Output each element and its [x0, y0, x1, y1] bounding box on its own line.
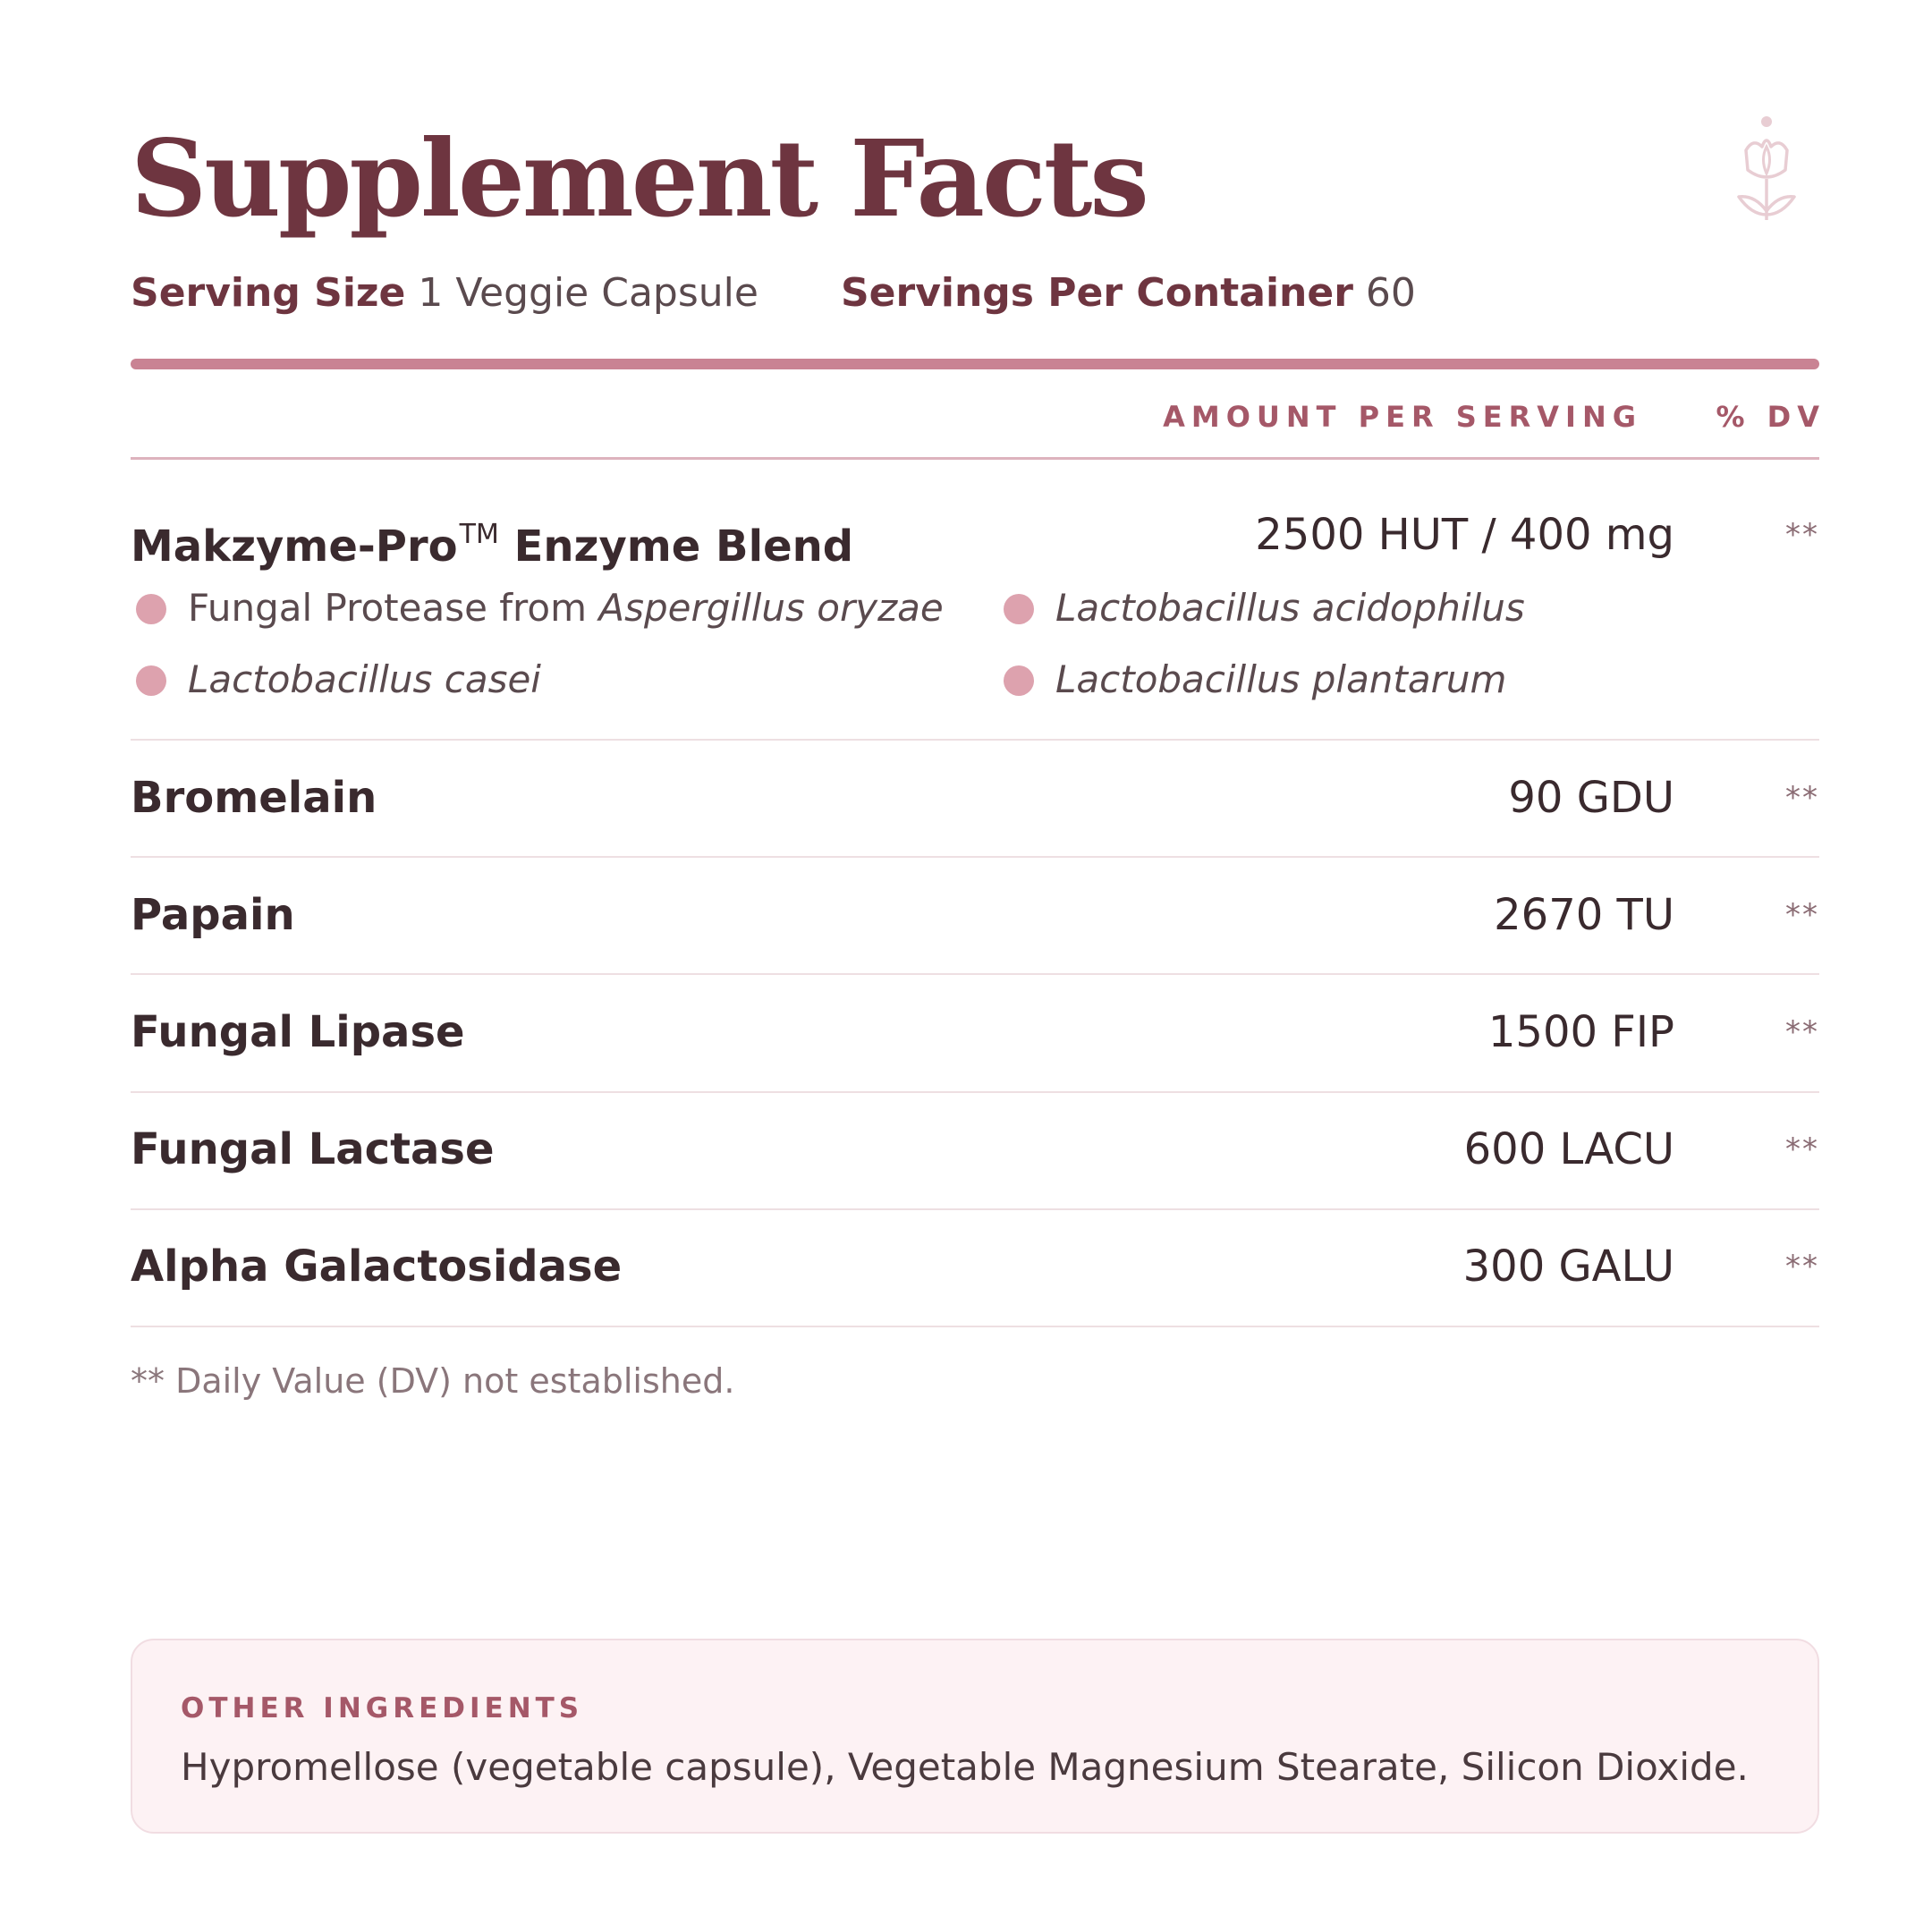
- bullet-dot: [136, 594, 166, 624]
- dv-footnote: ** Daily Value (DV) not established.: [131, 1361, 735, 1401]
- blend-amount: 2500 HUT / 400 mg: [1255, 510, 1674, 560]
- ingredient-dv: **: [1785, 897, 1819, 933]
- ingredient-dv: **: [1785, 1014, 1819, 1050]
- trademark-symbol: TM: [459, 519, 499, 550]
- ingredient-amount: 1500 FIP: [1487, 1007, 1674, 1057]
- ingredient-amount: 300 GALU: [1462, 1241, 1674, 1292]
- tulip-icon: [1726, 114, 1807, 224]
- ingredient-amount: 600 LACU: [1463, 1124, 1674, 1174]
- ingredient-name: Fungal Lactase: [131, 1124, 495, 1174]
- other-ingredients-text: Hypromellose (vegetable capsule), Vegetable Magnesium Stearate, Silicon Dioxide.: [181, 1745, 1749, 1789]
- supplement-facts-panel: Supplement Facts Serving Size 1 Veggie Capsule Servings Per Container 60 AMOUNT PER SERVING % DV Makzyme-Pro™ Enzyme Blend 2500 HUT / 400 mg ** Fungal Protease from Aspergillus oryzae Lactobacillus acidophilus Lactobacillus casei Lactobacillus plantarum Bromelain 90 GDU ** Papain 2670 TU ** Fungal Lipase 1500 FIP ** Fungal Lactase 600 LACU ** Alpha Galactosidase 300 GALU ** ** Daily Value (DV) not established. OTHER INGREDIENTS Hypromellose (vegetable capsule), Vegetable Magnesium Stearate, Silicon Dioxide.: [131, 0, 1819, 1932]
- row-divider: [131, 1208, 1819, 1210]
- serving-info: [131, 265, 1416, 322]
- ingredient-name: Papain: [131, 890, 295, 940]
- column-header-dv: % DV: [1716, 400, 1826, 434]
- blend-name: Makzyme-Pro™ Enzyme Blend: [131, 519, 854, 572]
- serving-size-value: 1 Veggie Capsule: [418, 270, 758, 316]
- bullet-dot: [1004, 665, 1034, 696]
- other-ingredients-box: [131, 1639, 1819, 1834]
- column-header-amount: AMOUNT PER SERVING: [1163, 400, 1642, 434]
- ingredient-name: Bromelain: [131, 773, 377, 823]
- servings-per-container-label: Servings Per Container: [840, 270, 1353, 316]
- row-divider: [131, 973, 1819, 975]
- ingredient-dv: **: [1785, 780, 1819, 816]
- servings-per-container-value: 60: [1365, 270, 1416, 316]
- blend-dv: **: [1785, 517, 1819, 553]
- row-divider: [131, 1326, 1819, 1327]
- serving-size-label: Serving Size: [131, 270, 406, 316]
- bullet-dot: [1004, 594, 1034, 624]
- ingredient-amount: 90 GDU: [1508, 773, 1674, 823]
- other-ingredients-heading: OTHER INGREDIENTS: [181, 1692, 584, 1724]
- ingredient-name: Alpha Galactosidase: [131, 1241, 623, 1292]
- ingredient-amount: 2670 TU: [1494, 890, 1674, 940]
- ingredient-name: Fungal Lipase: [131, 1007, 465, 1057]
- row-divider: [131, 856, 1819, 858]
- header-divider: [131, 359, 1819, 369]
- column-header-divider: [131, 457, 1819, 460]
- row-divider: [131, 1091, 1819, 1093]
- ingredient-dv: **: [1785, 1249, 1819, 1284]
- page-title: Supplement Facts: [131, 116, 1147, 241]
- row-divider: [131, 739, 1819, 741]
- ingredient-dv: **: [1785, 1131, 1819, 1167]
- bullet-dot: [136, 665, 166, 696]
